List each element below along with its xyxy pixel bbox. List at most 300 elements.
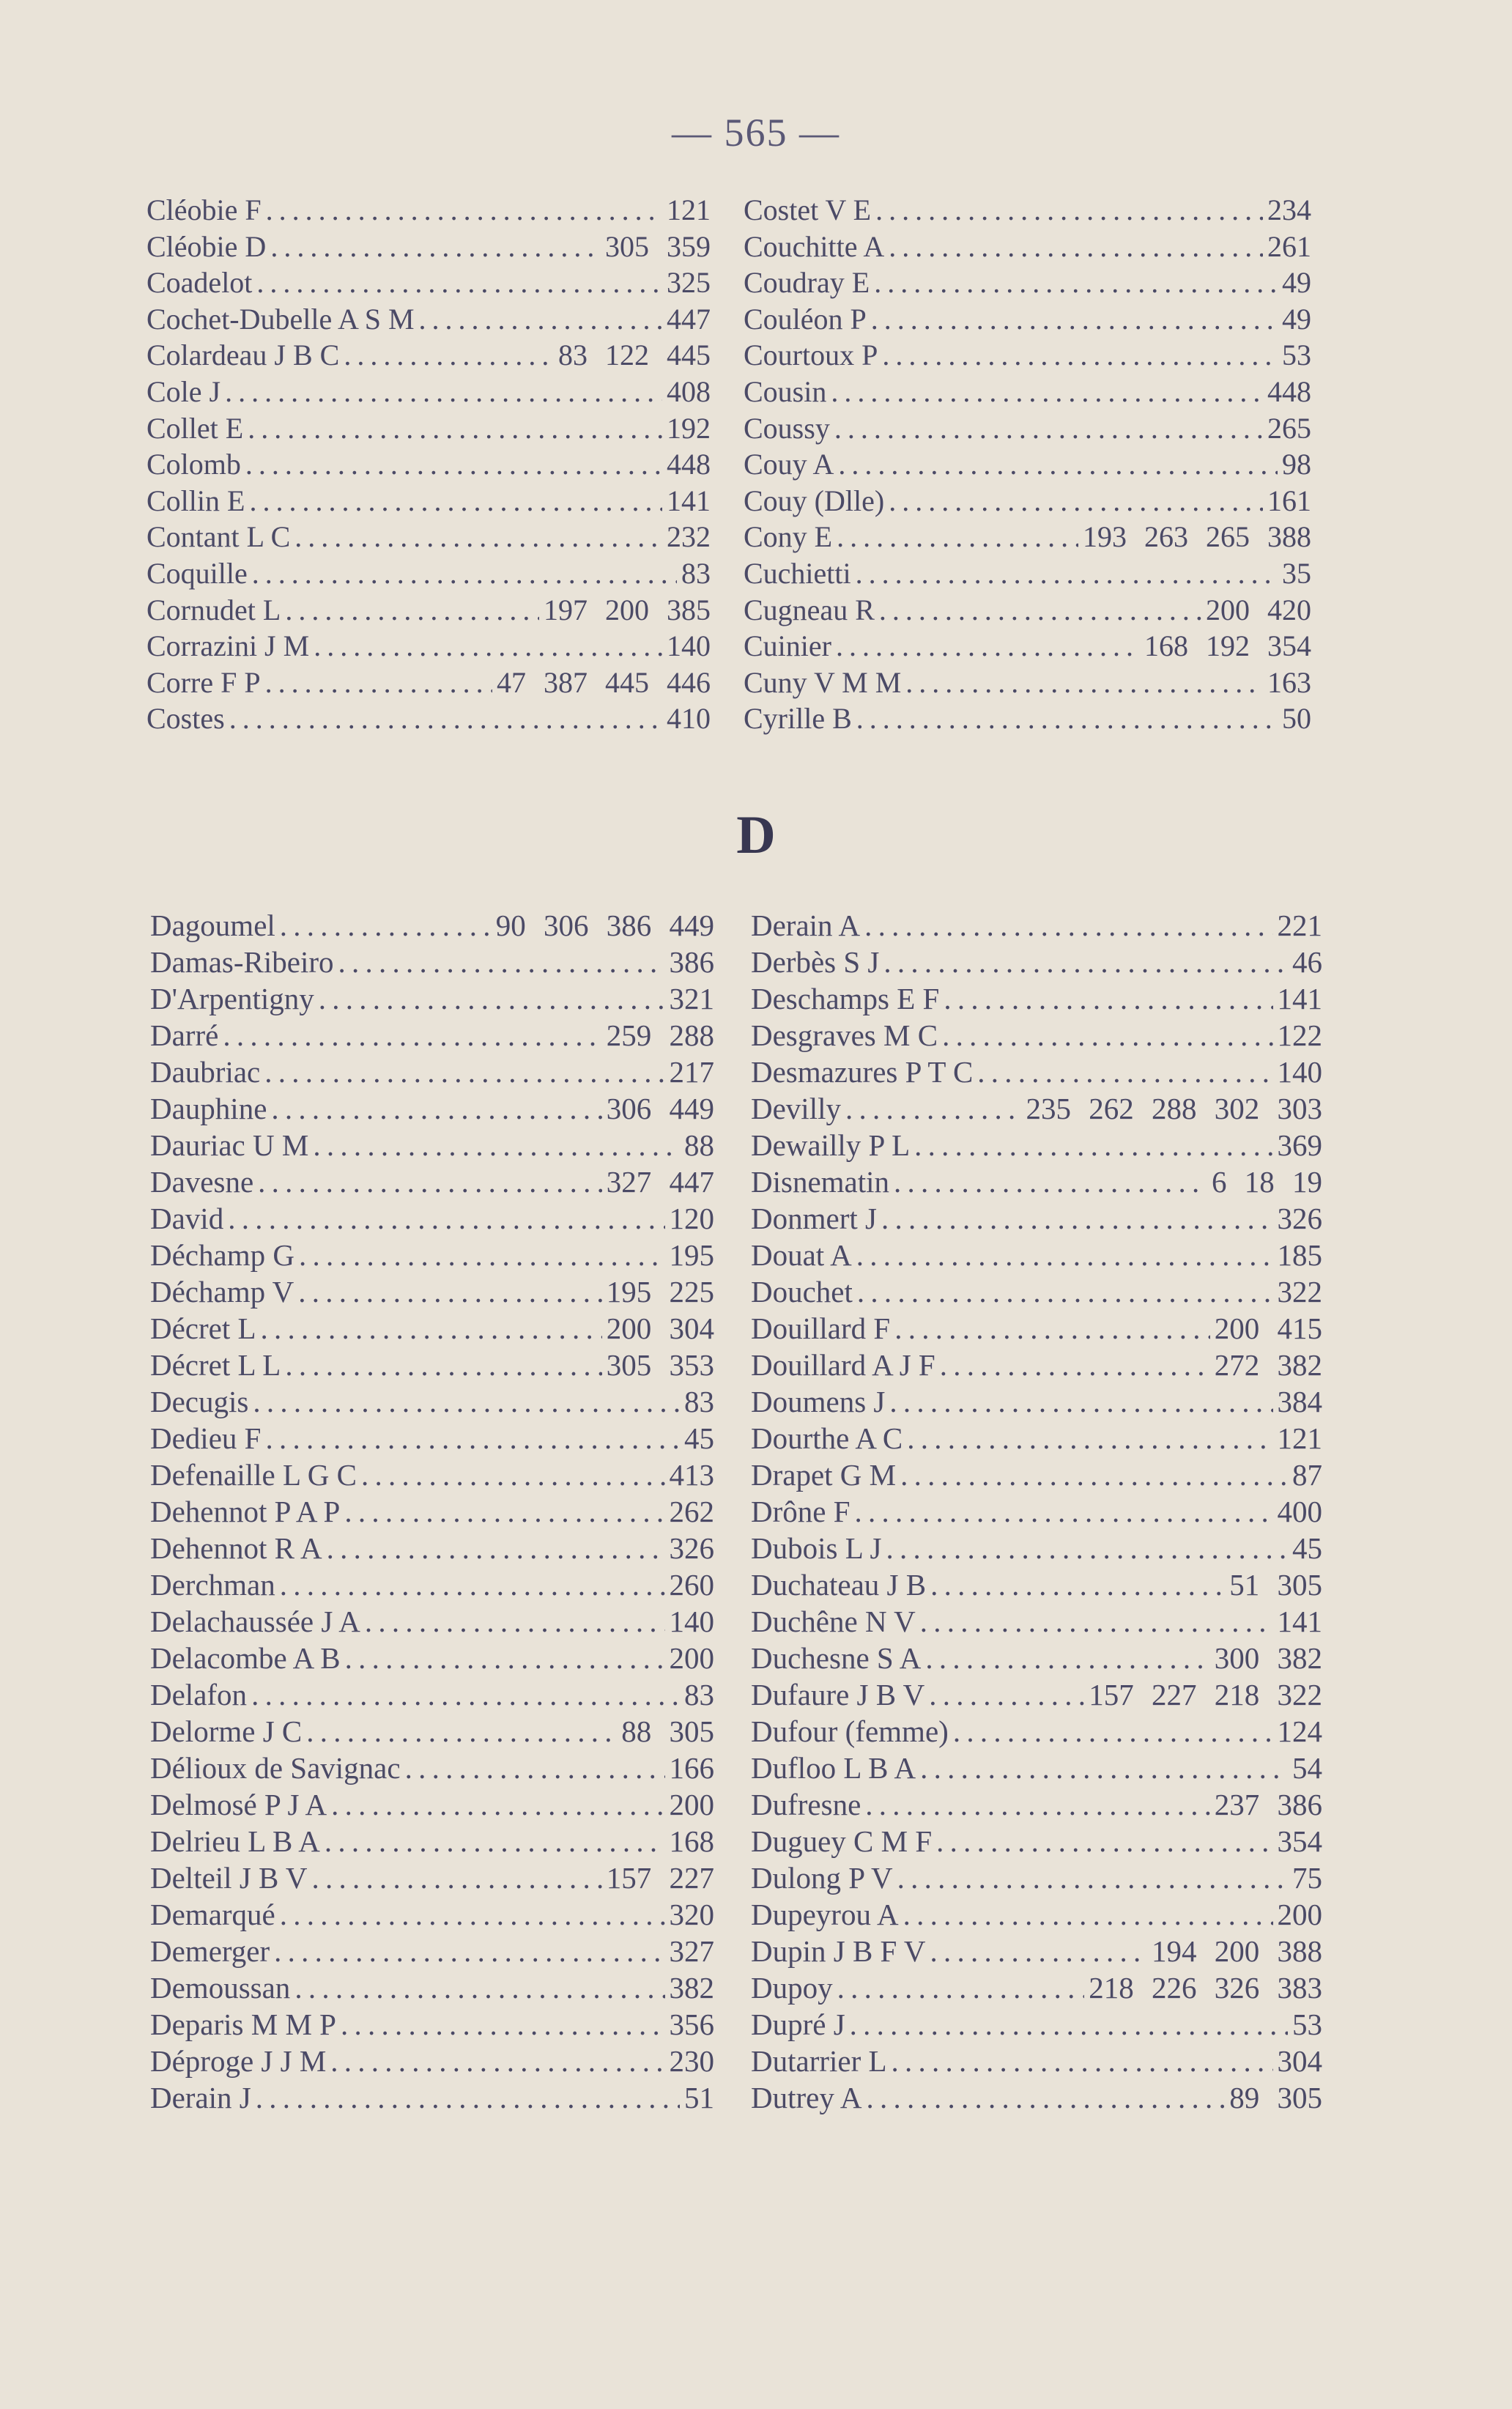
entry-pages: 237 386 <box>1214 1788 1322 1821</box>
index-entry <box>150 2006 714 2043</box>
entry-pages: 89 305 <box>1229 2081 1322 2114</box>
entry-name: Derain J <box>150 2081 251 2114</box>
entry-pages: 51 <box>684 2081 714 2114</box>
index-entry <box>751 1530 1322 1566</box>
entry-pages: 305 359 <box>605 229 711 263</box>
entry-name: Coquille <box>147 557 248 590</box>
entry-name: Douat A <box>751 1238 852 1272</box>
dot-leader <box>836 628 1140 665</box>
dot-leader <box>261 1310 602 1347</box>
dot-leader <box>857 1273 1273 1310</box>
index-entry <box>147 700 711 737</box>
index-entry <box>744 192 1311 229</box>
dot-leader <box>249 483 662 519</box>
entry-pages: 448 <box>1267 375 1311 408</box>
entry-name: Delachaussée J A <box>150 1605 360 1638</box>
entry-pages: 193 263 265 388 <box>1083 520 1311 554</box>
dot-leader <box>900 1457 1288 1493</box>
entry-name: Derbès S J <box>751 945 880 979</box>
index-entry <box>744 374 1311 410</box>
dot-leader <box>845 1090 1022 1127</box>
entry-name: Colomb <box>147 448 241 481</box>
entry-name: Demerger <box>150 1934 270 1968</box>
entry-name: Derain A <box>751 909 861 942</box>
index-entry <box>150 1237 714 1273</box>
entry-pages: 49 <box>1282 302 1311 336</box>
dot-leader <box>925 1640 1209 1676</box>
entry-name: Dufloo L B A <box>751 1751 916 1785</box>
dot-leader <box>882 337 1278 374</box>
entry-name: Dupin J B F V <box>751 1934 926 1968</box>
index-entry <box>150 1860 714 1896</box>
index-entry <box>751 1750 1322 1786</box>
entry-pages: 83 <box>681 557 711 590</box>
index-entry <box>150 1090 714 1127</box>
entry-pages: 218 226 326 383 <box>1089 1971 1322 2005</box>
dot-leader <box>256 264 662 301</box>
dot-leader <box>251 1676 680 1713</box>
entry-pages: 400 <box>1277 1495 1322 1528</box>
dot-leader <box>930 1933 1147 1969</box>
index-entry <box>147 374 711 410</box>
index-entry <box>751 2006 1322 2043</box>
entry-pages: 200 <box>1277 1898 1322 1931</box>
entry-pages: 124 <box>1277 1714 1322 1748</box>
entry-pages: 35 <box>1282 557 1311 590</box>
entry-pages: 448 <box>667 448 711 481</box>
dot-leader <box>314 628 662 665</box>
entry-pages: 120 <box>669 1202 714 1235</box>
entry-pages: 221 <box>1277 909 1322 942</box>
entry-pages: 140 <box>669 1605 714 1638</box>
entry-name: Contant L C <box>147 520 291 554</box>
dot-leader <box>837 519 1078 555</box>
index-entry <box>744 700 1311 737</box>
entry-name: Délioux de Savignac <box>150 1751 401 1785</box>
index-entry <box>751 2043 1322 2079</box>
index-entry <box>751 1054 1322 1090</box>
entry-pages: 166 <box>669 1751 714 1785</box>
page-number: — 565 — <box>672 111 840 155</box>
index-entry <box>150 1640 714 1676</box>
index-entry <box>744 337 1311 374</box>
index-entry <box>744 592 1311 629</box>
dot-leader <box>258 1163 602 1200</box>
index-entry <box>147 410 711 447</box>
dot-leader <box>325 1823 665 1860</box>
entry-pages: 83 <box>684 1678 714 1712</box>
entry-pages: 369 <box>1277 1128 1322 1162</box>
index-entry <box>147 192 711 229</box>
entry-name: Devilly <box>751 1092 841 1125</box>
dot-leader <box>306 1713 617 1750</box>
entry-name: Disnematin <box>751 1165 890 1199</box>
index-entry <box>744 264 1311 301</box>
index-entry <box>751 1566 1322 1603</box>
index-entry <box>150 1163 714 1200</box>
entry-name: Daubriac <box>150 1055 261 1089</box>
index-entry <box>751 1896 1322 1933</box>
entry-name: Dauriac U M <box>150 1128 309 1162</box>
entry-name: Demoussan <box>150 1971 291 2005</box>
index-entry <box>751 1383 1322 1420</box>
entry-pages: 300 382 <box>1214 1641 1322 1675</box>
dot-leader <box>265 665 492 701</box>
entry-pages: 140 <box>667 629 711 663</box>
entry-name: Dagoumel <box>150 909 275 942</box>
entry-name: David <box>150 1202 224 1235</box>
entry-pages: 354 <box>1277 1824 1322 1858</box>
entry-pages: 230 <box>669 2044 714 2078</box>
entry-name: Coussy <box>744 411 830 445</box>
entry-pages: 259 288 <box>606 1018 714 1052</box>
dot-leader <box>365 1603 665 1640</box>
index-entry <box>744 229 1311 265</box>
entry-name: Cuny V M M <box>744 665 902 699</box>
entry-name: Cléobie F <box>147 193 262 226</box>
entry-pages: 234 <box>1267 193 1311 226</box>
index-entry <box>751 1786 1322 1823</box>
index-entry <box>751 1310 1322 1347</box>
entry-name: Delmosé P J A <box>150 1788 327 1821</box>
index-entry <box>147 229 711 265</box>
entry-name: Desgraves M C <box>751 1018 938 1052</box>
dot-leader <box>855 1493 1273 1530</box>
entry-pages: 47 387 445 446 <box>497 665 711 699</box>
entry-name: Couléon P <box>744 302 867 336</box>
index-entry <box>751 1933 1322 1969</box>
dot-leader <box>345 1640 665 1676</box>
entry-name: Cuchietti <box>744 557 851 590</box>
entry-name: Cugneau R <box>744 593 875 626</box>
entry-name: Duguey C M F <box>751 1824 933 1858</box>
dot-leader <box>312 1860 602 1896</box>
index-entry <box>751 1090 1322 1127</box>
index-entry <box>150 980 714 1017</box>
entry-pages: 200 420 <box>1206 593 1311 626</box>
index-entry <box>751 1603 1322 1640</box>
entry-name: Douillard A J F <box>751 1348 935 1382</box>
index-entry <box>150 1017 714 1054</box>
entry-pages: 321 <box>669 982 714 1015</box>
entry-name: Déproge J J M <box>150 2044 327 2078</box>
entry-pages: 326 <box>1277 1202 1322 1235</box>
entry-pages: 320 <box>669 1898 714 1931</box>
entry-name: Doumens J <box>751 1385 886 1418</box>
entry-name: Dutarrier L <box>751 2044 887 2078</box>
dot-leader <box>229 700 662 737</box>
index-entry <box>150 1200 714 1237</box>
entry-pages: 304 <box>1277 2044 1322 2078</box>
dot-leader <box>883 944 1288 980</box>
dot-leader <box>338 944 664 980</box>
dot-leader <box>930 1566 1225 1603</box>
entry-name: Drône F <box>751 1495 850 1528</box>
entry-name: Costes <box>147 702 225 736</box>
dot-leader <box>920 1750 1288 1786</box>
dot-leader <box>856 1237 1273 1273</box>
entry-pages: 98 <box>1282 448 1311 481</box>
index-entry <box>150 1896 714 1933</box>
entry-pages: 50 <box>1282 702 1311 736</box>
dot-leader <box>253 1383 680 1420</box>
index-entry <box>751 1237 1322 1273</box>
dot-leader <box>866 2079 1225 2116</box>
dot-leader <box>856 700 1278 737</box>
dot-leader <box>944 980 1272 1017</box>
dot-leader <box>831 374 1263 410</box>
entry-pages: 88 <box>684 1128 714 1162</box>
index-entry <box>147 446 711 483</box>
dot-leader <box>285 1347 601 1383</box>
entry-name: Cornudet L <box>147 593 281 626</box>
entry-name: Demarqué <box>150 1898 275 1931</box>
dot-leader <box>864 907 1272 944</box>
index-entry <box>744 301 1311 338</box>
dot-leader <box>894 1310 1210 1347</box>
entry-pages: 261 <box>1267 229 1311 263</box>
entry-pages: 90 306 386 449 <box>495 909 714 942</box>
entry-name: Davesne <box>150 1165 254 1199</box>
index-entry <box>751 1457 1322 1493</box>
index-entry <box>751 1860 1322 1896</box>
dot-leader <box>903 1896 1273 1933</box>
dot-leader <box>330 2043 664 2079</box>
dot-leader <box>266 192 662 229</box>
dot-leader <box>252 555 677 592</box>
index-entry <box>150 2079 714 2116</box>
dot-leader <box>837 1969 1085 2006</box>
entry-pages: 157 227 218 322 <box>1089 1678 1322 1712</box>
entry-name: Derchman <box>150 1568 275 1602</box>
dot-leader <box>894 1163 1207 1200</box>
entry-pages: 195 <box>669 1238 714 1272</box>
entry-name: Dupeyrou A <box>751 1898 899 1931</box>
entry-name: Couchitte A <box>744 229 885 263</box>
entry-name: Delorme J C <box>150 1714 303 1748</box>
entry-pages: 83 <box>684 1385 714 1418</box>
index-entry <box>751 1127 1322 1163</box>
entry-name: Duchêne N V <box>751 1605 916 1638</box>
entry-pages: 232 <box>667 520 711 554</box>
entry-pages: 235 262 288 302 303 <box>1026 1092 1322 1125</box>
entry-pages: 87 <box>1292 1458 1322 1492</box>
entry-name: Dutrey A <box>751 2081 862 2114</box>
entry-pages: 356 <box>669 2008 714 2041</box>
index-entry <box>744 519 1311 555</box>
index-entry <box>751 1713 1322 1750</box>
entry-pages: 325 <box>667 266 711 300</box>
dot-leader <box>299 1237 665 1273</box>
entry-name: Dufresne <box>751 1788 861 1821</box>
dot-leader <box>914 1127 1272 1163</box>
index-entry <box>751 1420 1322 1457</box>
entry-pages: 200 <box>669 1641 714 1675</box>
entry-name: Coudray E <box>744 266 870 300</box>
dot-leader <box>298 1273 602 1310</box>
index-entry <box>150 1054 714 1090</box>
entry-pages: 46 <box>1292 945 1322 979</box>
dot-leader <box>225 374 662 410</box>
dot-leader <box>920 1603 1273 1640</box>
dot-leader <box>838 446 1278 483</box>
entry-name: Corrazini J M <box>147 629 310 663</box>
entry-name: Collin E <box>147 484 245 517</box>
entry-pages: 88 305 <box>621 1714 714 1748</box>
entry-pages: 141 <box>1277 982 1322 1015</box>
index-entry <box>751 1017 1322 1054</box>
entry-name: Dulong P V <box>751 1861 893 1895</box>
entry-name: Cochet-Dubelle A S M <box>147 302 415 336</box>
entry-pages: 382 <box>669 1971 714 2005</box>
entry-pages: 322 <box>1277 1275 1322 1309</box>
index-entry <box>744 628 1311 665</box>
entry-pages: 217 <box>669 1055 714 1089</box>
entry-name: Déchamp V <box>150 1275 294 1309</box>
entry-name: Dubois L J <box>751 1531 882 1565</box>
entry-name: Darré <box>150 1018 219 1052</box>
dot-leader <box>256 2079 680 2116</box>
index-entry <box>751 1347 1322 1383</box>
entry-pages: 53 <box>1292 2008 1322 2041</box>
index-entry <box>147 592 711 629</box>
section-letter: D <box>736 805 776 865</box>
dot-leader <box>905 665 1263 701</box>
dot-leader <box>331 1786 664 1823</box>
index-entry <box>751 1493 1322 1530</box>
entry-pages: 262 <box>669 1495 714 1528</box>
dot-leader <box>875 192 1263 229</box>
dot-leader <box>850 2006 1288 2043</box>
index-entry <box>147 264 711 301</box>
entry-name: Dourthe A C <box>751 1421 903 1455</box>
index-entry <box>150 1420 714 1457</box>
index-entry <box>150 2043 714 2079</box>
dot-leader <box>327 1530 665 1566</box>
index-entry <box>147 337 711 374</box>
index-entry <box>744 410 1311 447</box>
entry-name: Damas-Ribeiro <box>150 945 334 979</box>
entry-name: Duchateau J B <box>751 1568 927 1602</box>
dot-leader <box>881 1200 1273 1237</box>
entry-pages: 51 305 <box>1229 1568 1322 1602</box>
index-entry <box>751 1640 1322 1676</box>
entry-name: Dewailly P L <box>751 1128 911 1162</box>
entry-pages: 265 <box>1267 411 1311 445</box>
dot-leader <box>248 410 662 447</box>
dot-leader <box>294 519 662 555</box>
dot-leader <box>265 1420 680 1457</box>
dot-leader <box>897 1860 1288 1896</box>
dot-leader <box>245 446 662 483</box>
dot-leader <box>405 1750 665 1786</box>
dot-leader <box>879 592 1201 629</box>
index-entry <box>150 1713 714 1750</box>
entry-pages: 185 <box>1277 1238 1322 1272</box>
entry-name: Cyrille B <box>744 702 852 736</box>
entry-pages: 54 <box>1292 1751 1322 1785</box>
dot-leader <box>228 1200 664 1237</box>
index-entry <box>751 2079 1322 2116</box>
dot-leader <box>294 1969 664 2006</box>
index-entry <box>147 555 711 592</box>
dot-leader <box>886 1530 1288 1566</box>
entry-pages: 163 <box>1267 665 1311 699</box>
dot-leader <box>907 1420 1272 1457</box>
entry-pages: 195 225 <box>606 1275 714 1309</box>
entry-name: Dauphine <box>150 1092 267 1125</box>
entry-pages: 168 <box>669 1824 714 1858</box>
index-entry <box>150 1273 714 1310</box>
entry-name: Delteil J B V <box>150 1861 308 1895</box>
dot-leader <box>940 1347 1210 1383</box>
dot-leader <box>874 264 1278 301</box>
entry-pages: 6 18 19 <box>1212 1165 1322 1199</box>
entry-pages: 413 <box>669 1458 714 1492</box>
entry-name: Colardeau J B C <box>147 338 340 372</box>
entry-name: Costet V E <box>744 193 872 226</box>
dot-leader <box>977 1054 1272 1090</box>
entry-pages: 384 <box>1277 1385 1322 1418</box>
entry-pages: 200 304 <box>606 1311 714 1345</box>
entry-pages: 192 <box>667 411 711 445</box>
index-entry <box>150 1310 714 1347</box>
dot-leader <box>871 301 1278 338</box>
entry-name: Cole J <box>147 375 221 408</box>
entry-pages: 53 <box>1282 338 1311 372</box>
entry-name: Deschamps E F <box>751 982 940 1015</box>
index-entry <box>751 1823 1322 1860</box>
entry-name: Couy A <box>744 448 834 481</box>
dot-leader <box>341 2006 665 2043</box>
entry-name: Cléobie D <box>147 229 267 263</box>
index-entry <box>147 665 711 701</box>
dot-leader <box>856 555 1278 592</box>
entry-pages: 197 200 385 <box>544 593 711 626</box>
index-entry <box>744 665 1311 701</box>
dot-leader <box>319 980 665 1017</box>
dot-leader <box>929 1676 1084 1713</box>
entry-pages: 386 <box>669 945 714 979</box>
index-entry <box>150 1933 714 1969</box>
entry-pages: 83 122 445 <box>558 338 711 372</box>
dot-leader <box>936 1823 1272 1860</box>
entry-name: Dehennot P A P <box>150 1495 341 1528</box>
index-entry <box>150 1750 714 1786</box>
dot-leader <box>274 1933 664 1969</box>
entry-name: Dupré J <box>751 2008 845 2041</box>
index-entry <box>751 1163 1322 1200</box>
index-entry <box>150 907 714 944</box>
entry-name: Defenaille L G C <box>150 1458 357 1492</box>
entry-pages: 305 353 <box>606 1348 714 1382</box>
index-entry <box>150 1383 714 1420</box>
index-entry <box>150 1347 714 1383</box>
index-entry <box>751 1676 1322 1713</box>
index-entry <box>147 301 711 338</box>
entry-name: Dufaure J B V <box>751 1678 925 1712</box>
entry-pages: 161 <box>1267 484 1311 517</box>
dot-leader <box>270 229 601 265</box>
entry-pages: 121 <box>667 193 711 226</box>
index-entry <box>751 907 1322 944</box>
entry-name: Couy (Dlle) <box>744 484 885 517</box>
index-entry <box>150 1493 714 1530</box>
entry-name: Déchamp G <box>150 1238 294 1272</box>
entry-pages: 200 <box>669 1788 714 1821</box>
entry-name: Décret L <box>150 1311 256 1345</box>
entry-pages: 326 <box>669 1531 714 1565</box>
